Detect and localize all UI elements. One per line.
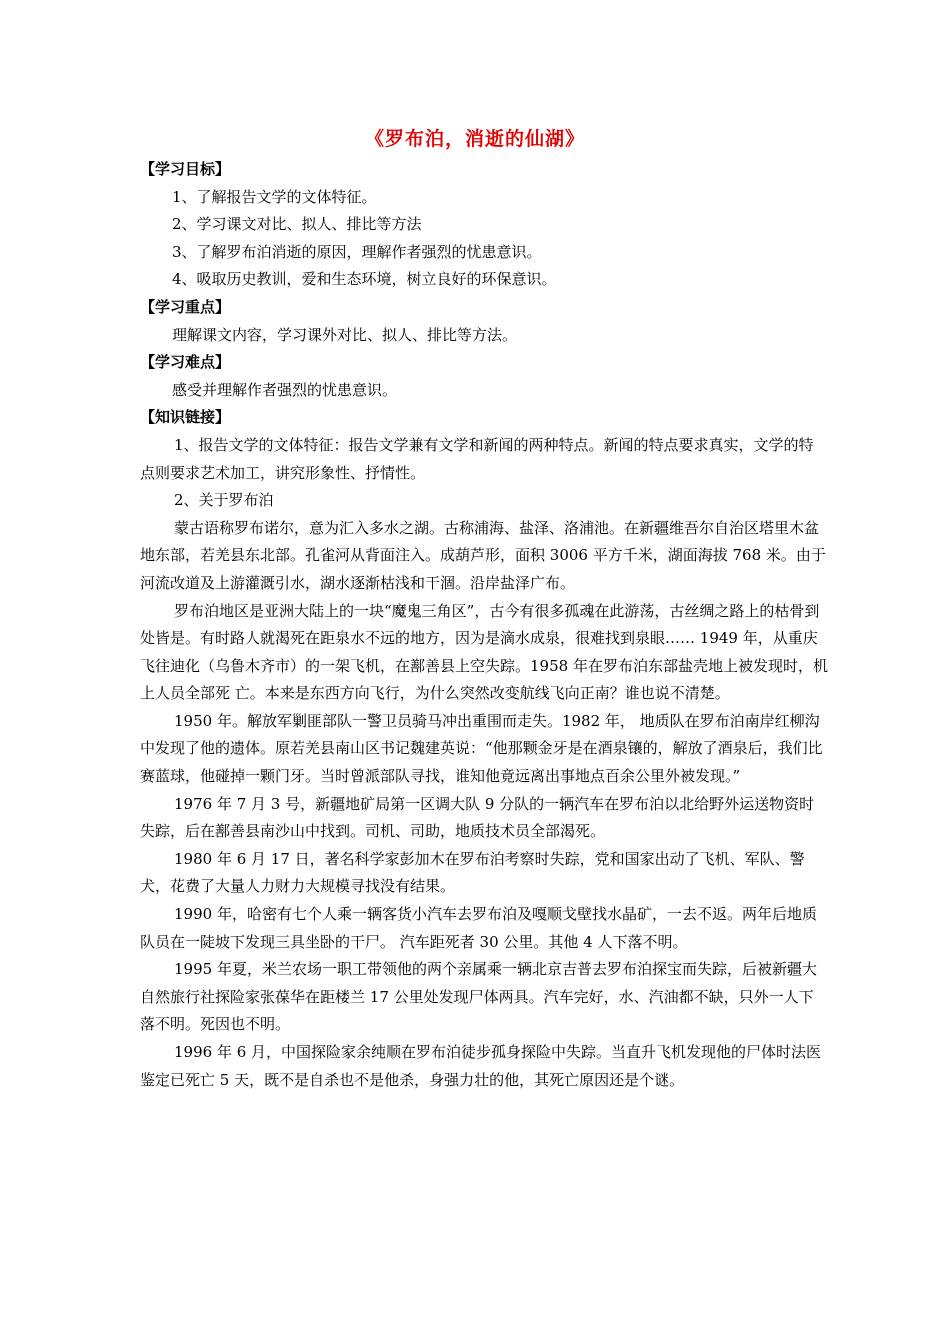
section-heading: 【知识链接】 — [140, 408, 231, 427]
paragraph: 1996 年 6 月，中国探险家余纯顺在罗布泊徒步孤身探险中失踪。当直升飞机发现他的尸体时法医鉴定已死亡 5 天，既不是自杀也不是他杀，身强力壮的他，其死亡原因还是个谜。 — [140, 1043, 822, 1089]
document-body — [138, 156, 828, 1094]
goal-item: 2、学习课文对比、拟人、排比等方法 — [172, 215, 422, 234]
section-learning-goals — [138, 156, 828, 294]
document-title: 《罗布泊，消逝的仙湖》 — [364, 128, 585, 150]
paragraph: 1990 年，哈密有七个人乘一辆客货小汽车去罗布泊及嘎顺戈壁找水晶矿，一去不返。两年后地质队员在一陡坡下发现三具坐卧的干尸。 汽车距死者 30 公里。其他 4 人下落不明。 — [140, 905, 817, 951]
section-learning-difficulty — [138, 349, 828, 404]
paragraph: 2、关于罗布泊 — [174, 491, 274, 510]
paragraph: 蒙古语称罗布诺尔，意为汇入多水之湖。古称浦海、盐泽、洛浦池。在新疆维吾尔自治区塔里木盆地东部，若羌县东北部。孔雀河从背面注入。成葫芦形，面积 3006 平方千米，湖面海拔 768 米。由于河流改道及上游灌溉引水，湖水逐渐枯浅和干涸。沿岸盐泽广布。 — [140, 518, 826, 592]
section-heading: 【学习重点】 — [140, 297, 231, 316]
section-learning-focus — [138, 294, 828, 349]
focus-text: 理解课文内容，学习课外对比、拟人、排比等方法。 — [172, 325, 518, 344]
paragraph: 1、报告文学的文体特征：报告文学兼有文学和新闻的两种特点。新闻的特点要求真实，文学的特点则要求艺术加工，讲究形象性、抒情性。 — [140, 435, 814, 482]
paragraph: 1995 年夏，米兰农场一职工带领他的两个亲属乘一辆北京吉普去罗布泊探宝而失踪，后被新疆大自然旅行社探险家张葆华在距楼兰 17 公里处发现尸体两具。汽车完好，水、汽油都不缺，只外一人下落不明。死因也不明。 — [140, 960, 817, 1034]
paragraph: 1980 年 6 月 17 日，著名科学家彭加木在罗布泊考察时失踪，党和国家出动了飞机、军队、警犬，花费了大量人力财力大规模寻找没有结果。 — [140, 849, 805, 896]
goal-item: 1、了解报告文学的文体特征。 — [172, 187, 377, 206]
paragraph: 罗布泊地区是亚洲大陆上的一块“魔鬼三角区”，古今有很多孤魂在此游荡，古丝绸之路上的枯骨到处皆是。有时路人就渴死在距泉水不远的地方，因为是滴水成泉，很难找到泉眼…… 1949 年，从重庆飞往迪化（乌鲁木齐市）的一架飞机，在鄯善县上空失踪。1958 年在罗布泊东部盐壳地上被发现时，机上人员全部死 亡。本来是东西方向飞行，为什么突然改变航线飞向正南？谁也说不清楚。 — [140, 601, 828, 703]
goal-item: 4、吸取历史教训，爱和生态环境，树立良好的环保意识。 — [172, 270, 557, 289]
paragraph: 1976 年 7 月 3 号，新疆地矿局第一区调大队 9 分队的一辆汽车在罗布泊以北给野外运送物资时失踪，后在鄯善县南沙山中找到。司机、司助，地质技术员全部渴死。 — [140, 794, 815, 841]
section-heading: 【学习目标】 — [140, 160, 231, 178]
difficulty-text: 感受并理解作者强烈的忧患意识。 — [172, 380, 398, 399]
goal-item: 3、了解罗布泊消逝的原因，理解作者强烈的忧患意识。 — [172, 242, 542, 261]
paragraph: 1950 年。解放军剿匪部队一警卫员骑马冲出重围而走失。1982 年， 地质队在罗布泊南岸红柳沟中发现了他的遗体。原若羌县南山区书记魏建英说：“他那颗金牙是在酒泉镶的，解放了酒泉后，我们比赛蓝球，他碰掉一颗门牙。当时曾派部队寻找，谁知他竟远离出事地点百余公里外被发现。” — [140, 711, 823, 786]
section-heading: 【学习难点】 — [140, 353, 231, 372]
section-knowledge-links — [138, 404, 828, 1094]
